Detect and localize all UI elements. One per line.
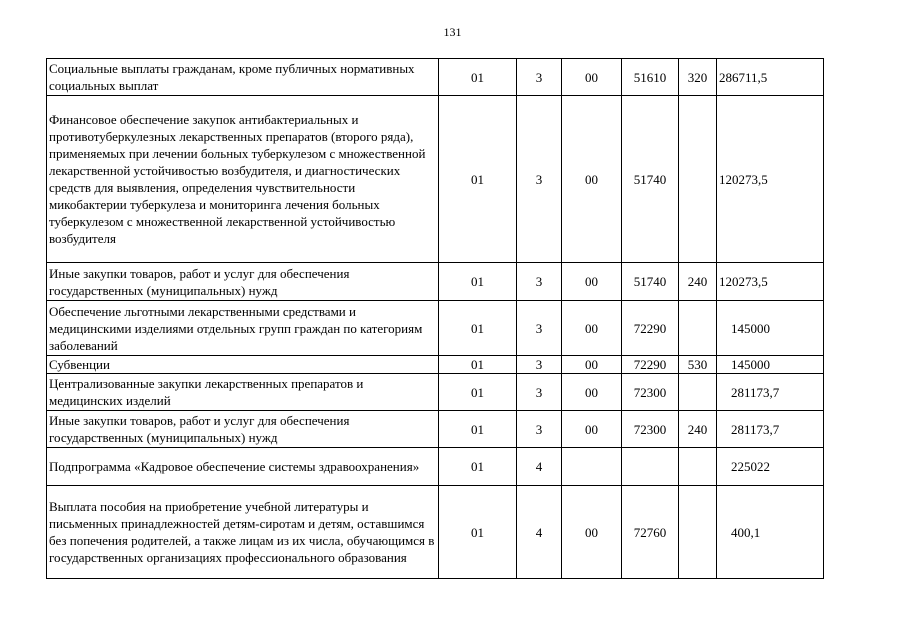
row-name-cell: Финансовое обеспечение закупок антибактериальных и противотуберкулезных лекарственных препаратов (второго ряда), применяемых при лечении больных туберкулезом с множественной лекарственной устойчивостью возбудителя, и диагностических средств для выявления, определения чувствительности микобактерии туберкулеза и мониторинга лечения больных туберкулезом с множественной лекарственной устойчивостью возбудителя [47, 96, 439, 263]
table-row [47, 356, 824, 374]
table-row [47, 301, 824, 356]
code-cell: 00 [562, 263, 622, 301]
code-cell: 01 [439, 301, 517, 356]
amount-cell: 400,1 [717, 486, 824, 579]
code-cell: 01 [439, 448, 517, 486]
code-cell: 72300 [622, 374, 679, 411]
code-cell [562, 448, 622, 486]
code-cell: 01 [439, 374, 517, 411]
code-cell: 72290 [622, 356, 679, 374]
code-cell: 01 [439, 263, 517, 301]
amount-cell: 145000 [717, 356, 824, 374]
row-name-cell: Социальные выплаты гражданам, кроме публичных нормативных социальных выплат [47, 59, 439, 96]
code-cell: 3 [517, 356, 562, 374]
row-name-cell: Подпрограмма «Кадровое обеспечение системы здравоохранения» [47, 448, 439, 486]
table-row [47, 374, 824, 411]
code-cell: 00 [562, 374, 622, 411]
code-cell: 4 [517, 486, 562, 579]
code-cell: 51740 [622, 263, 679, 301]
code-cell: 3 [517, 96, 562, 263]
row-name-cell: Субвенции [47, 356, 439, 374]
code-cell: 72300 [622, 411, 679, 448]
code-cell: 00 [562, 96, 622, 263]
code-cell: 01 [439, 96, 517, 263]
table-row [47, 263, 824, 301]
amount-cell: 120273,5 [717, 263, 824, 301]
budget-table [46, 58, 824, 579]
code-cell: 530 [679, 356, 717, 374]
code-cell [622, 448, 679, 486]
row-name-cell: Иные закупки товаров, работ и услуг для обеспечения государственных (муниципальных) нужд [47, 263, 439, 301]
code-cell: 00 [562, 356, 622, 374]
code-cell: 3 [517, 301, 562, 356]
code-cell: 3 [517, 59, 562, 96]
table-row [47, 59, 824, 96]
row-name-cell: Выплата пособия на приобретение учебной литературы и письменных принадлежностей детям-сиротам и детям, оставшимся без попечения родителей, а также лицам из их числа, обучающимся в государственных организациях профессионального образования [47, 486, 439, 579]
table-row [47, 486, 824, 579]
code-cell: 72290 [622, 301, 679, 356]
code-cell [679, 96, 717, 263]
code-cell [679, 374, 717, 411]
row-name-cell: Обеспечение льготными лекарственными средствами и медицинскими изделиями отдельных групп граждан по категориям заболеваний [47, 301, 439, 356]
code-cell [679, 486, 717, 579]
code-cell: 3 [517, 374, 562, 411]
code-cell: 01 [439, 411, 517, 448]
code-cell: 00 [562, 411, 622, 448]
row-name-cell: Централизованные закупки лекарственных препаратов и медицинских изделий [47, 374, 439, 411]
code-cell [679, 448, 717, 486]
amount-cell: 281173,7 [717, 374, 824, 411]
amount-cell: 225022 [717, 448, 824, 486]
code-cell: 51610 [622, 59, 679, 96]
code-cell: 3 [517, 263, 562, 301]
code-cell: 3 [517, 411, 562, 448]
code-cell: 320 [679, 59, 717, 96]
code-cell: 240 [679, 263, 717, 301]
code-cell: 01 [439, 486, 517, 579]
code-cell: 00 [562, 301, 622, 356]
amount-cell: 120273,5 [717, 96, 824, 263]
code-cell: 00 [562, 486, 622, 579]
code-cell: 51740 [622, 96, 679, 263]
page-number: 131 [443, 25, 462, 39]
amount-cell: 145000 [717, 301, 824, 356]
table-row [47, 411, 824, 448]
code-cell: 00 [562, 59, 622, 96]
code-cell: 01 [439, 356, 517, 374]
code-cell: 72760 [622, 486, 679, 579]
code-cell: 4 [517, 448, 562, 486]
table-row [47, 448, 824, 486]
row-name-cell: Иные закупки товаров, работ и услуг для обеспечения государственных (муниципальных) нужд [47, 411, 439, 448]
table-row [47, 96, 824, 263]
code-cell: 240 [679, 411, 717, 448]
amount-cell: 281173,7 [717, 411, 824, 448]
code-cell [679, 301, 717, 356]
code-cell: 01 [439, 59, 517, 96]
amount-cell: 286711,5 [717, 59, 824, 96]
